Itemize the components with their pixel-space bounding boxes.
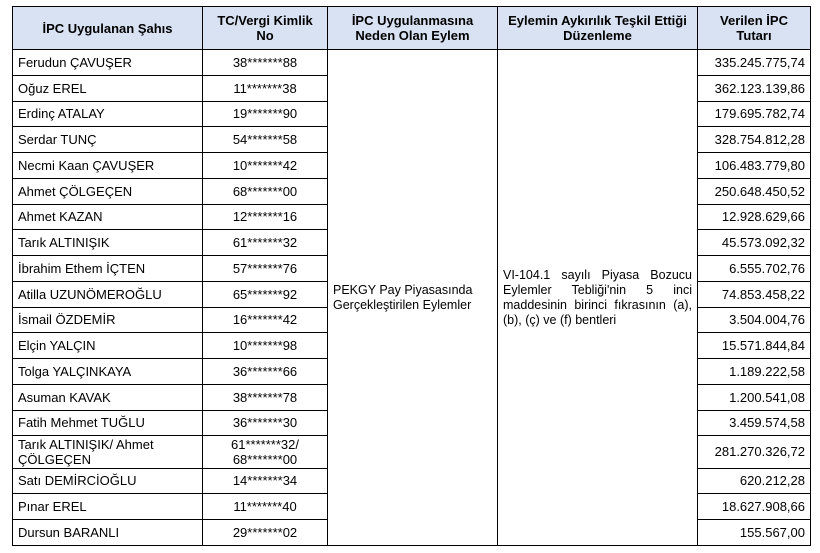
person-name: Tarık ALTINIŞIK/ Ahmet ÇÖLGEÇEN xyxy=(13,436,203,468)
tax-id: 29*******02 xyxy=(203,520,328,546)
penalty-amount: 328.754.812,28 xyxy=(698,127,811,153)
tax-id: 61*******32 xyxy=(203,230,328,256)
header-regulation: Eylemin Aykırılık Teşkil Ettiği Düzenleme xyxy=(498,7,698,50)
person-name: Pınar EREL xyxy=(13,494,203,520)
penalty-amount: 3.459.574,58 xyxy=(698,410,811,436)
tax-id: 65*******92 xyxy=(203,281,328,307)
person-name: Dursun BARANLI xyxy=(13,520,203,546)
tax-id: 68*******00 xyxy=(203,178,328,204)
tax-id: 11*******38 xyxy=(203,75,328,101)
person-name: Serdar TUNÇ xyxy=(13,127,203,153)
tax-id: 36*******30 xyxy=(203,410,328,436)
penalty-amount: 18.627.908,66 xyxy=(698,494,811,520)
table-row xyxy=(13,50,811,76)
tax-id: 61*******32/ 68*******00 xyxy=(203,436,328,468)
tax-id: 14*******34 xyxy=(203,468,328,494)
tax-id: 12*******16 xyxy=(203,204,328,230)
tax-id: 38*******88 xyxy=(203,50,328,76)
person-name: Ahmet ÇÖLGEÇEN xyxy=(13,178,203,204)
penalty-amount: 106.483.779,80 xyxy=(698,153,811,179)
regulation-cell: VI-104.1 sayılı Piyasa Bozucu Eylemler Tebliği'nin 5 inci maddesinin birinci fıkrasının (a), (b), (ç) ve (f) bentleri xyxy=(498,50,698,546)
penalty-amount: 362.123.139,86 xyxy=(698,75,811,101)
header-amount: Verilen İPC Tutarı xyxy=(698,7,811,50)
penalty-amount: 281.270.326,72 xyxy=(698,436,811,468)
person-name: Ferudun ÇAVUŞER xyxy=(13,50,203,76)
header-person: İPC Uygulanan Şahıs xyxy=(13,7,203,50)
person-name: Atilla UZUNÖMEROĞLU xyxy=(13,281,203,307)
penalty-amount: 620.212,28 xyxy=(698,468,811,494)
penalty-amount: 6.555.702,76 xyxy=(698,256,811,282)
penalty-amount: 250.648.450,52 xyxy=(698,178,811,204)
penalty-amount: 335.245.775,74 xyxy=(698,50,811,76)
penalty-amount: 74.853.458,22 xyxy=(698,281,811,307)
tax-id: 16*******42 xyxy=(203,307,328,333)
header-row xyxy=(13,7,811,50)
tax-id: 11*******40 xyxy=(203,494,328,520)
tax-id: 10*******42 xyxy=(203,153,328,179)
person-name: Erdinç ATALAY xyxy=(13,101,203,127)
person-name: Tolga YALÇINKAYA xyxy=(13,359,203,385)
penalty-amount: 1.189.222,58 xyxy=(698,359,811,385)
person-name: Tarık ALTINIŞIK xyxy=(13,230,203,256)
table-body xyxy=(13,50,811,546)
penalty-amount: 1.200.541,08 xyxy=(698,384,811,410)
penalty-amount: 45.573.092,32 xyxy=(698,230,811,256)
person-name: Oğuz EREL xyxy=(13,75,203,101)
tax-id: 57*******76 xyxy=(203,256,328,282)
person-name: Elçin YALÇIN xyxy=(13,333,203,359)
penalty-amount: 3.504.004,76 xyxy=(698,307,811,333)
penalty-amount: 179.695.782,74 xyxy=(698,101,811,127)
person-name: Fatih Mehmet TUĞLU xyxy=(13,410,203,436)
person-name: İbrahim Ethem İÇTEN xyxy=(13,256,203,282)
penalty-amount: 15.571.844,84 xyxy=(698,333,811,359)
action-cell: PEKGY Pay Piyasasında Gerçekleştirilen Eylemler xyxy=(328,50,498,546)
person-name: Ahmet KAZAN xyxy=(13,204,203,230)
header-action: İPC Uygulanmasına Neden Olan Eylem xyxy=(328,7,498,50)
person-name: Necmi Kaan ÇAVUŞER xyxy=(13,153,203,179)
tax-id: 36*******66 xyxy=(203,359,328,385)
penalty-amount: 12.928.629,66 xyxy=(698,204,811,230)
person-name: İsmail ÖZDEMİR xyxy=(13,307,203,333)
penalty-amount: 155.567,00 xyxy=(698,520,811,546)
penalty-table xyxy=(12,6,811,546)
tax-id: 19*******90 xyxy=(203,101,328,127)
tax-id: 38*******78 xyxy=(203,384,328,410)
person-name: Satı DEMİRCİOĞLU xyxy=(13,468,203,494)
tax-id: 10*******98 xyxy=(203,333,328,359)
tax-id: 54*******58 xyxy=(203,127,328,153)
header-id: TC/Vergi Kimlik No xyxy=(203,7,328,50)
person-name: Asuman KAVAK xyxy=(13,384,203,410)
